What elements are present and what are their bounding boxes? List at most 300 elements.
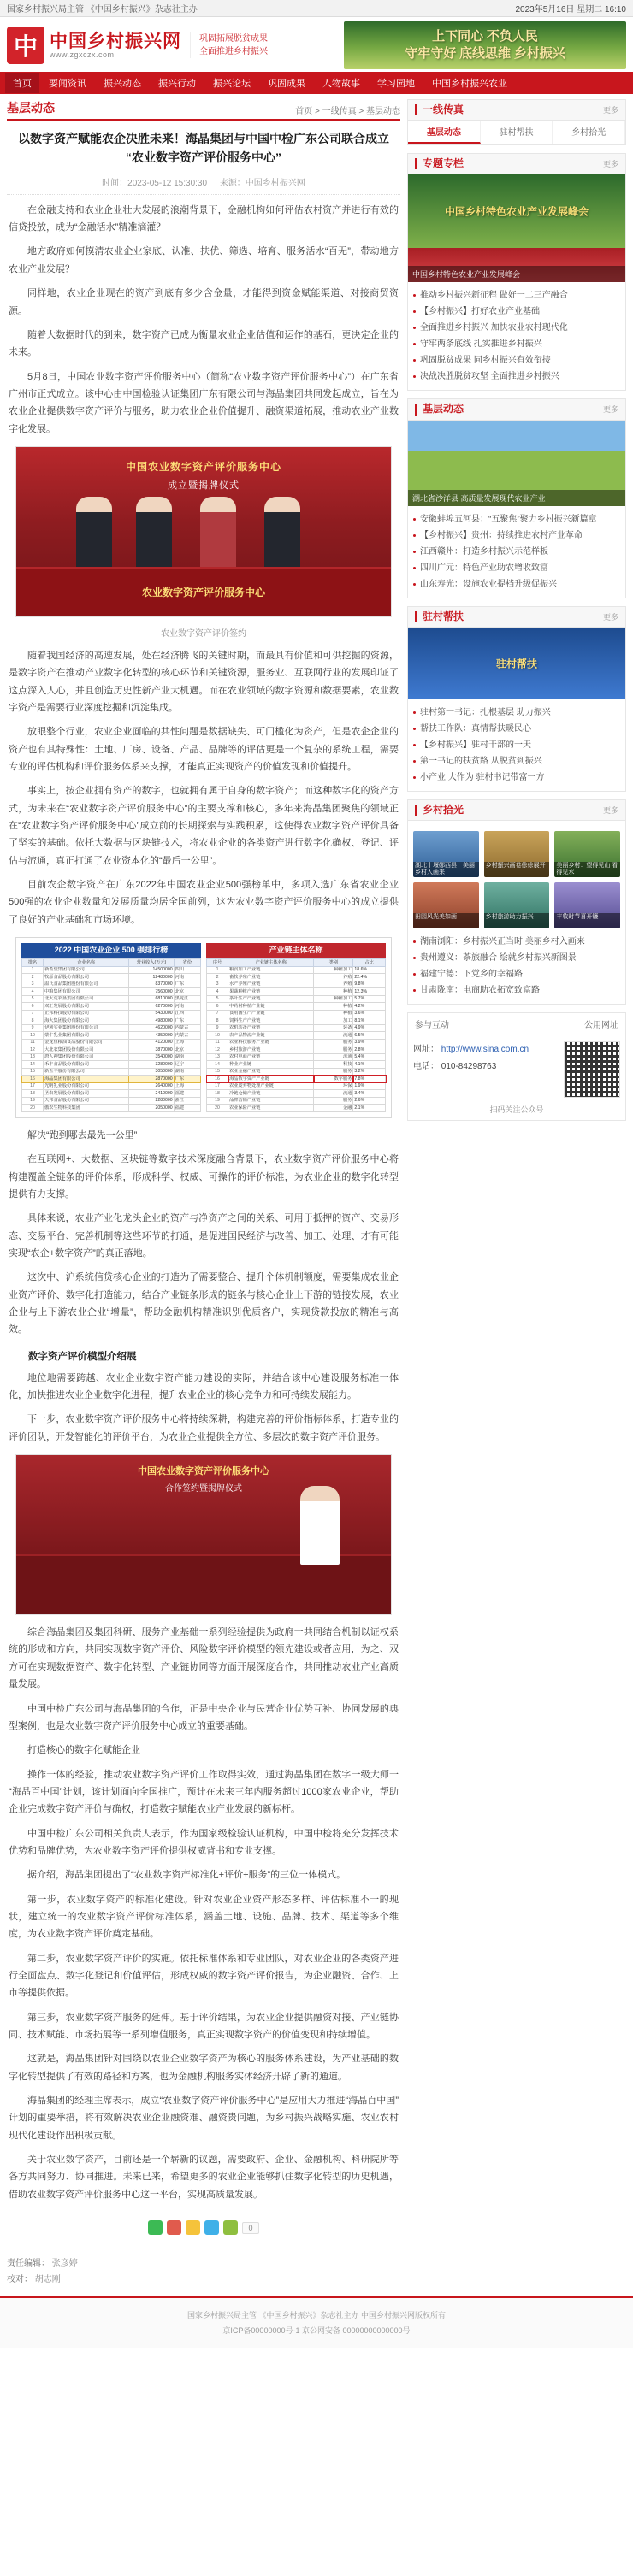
qq-share-icon[interactable]	[204, 2220, 219, 2235]
nav-item-results[interactable]: 巩固成果	[268, 79, 305, 89]
phone-value: 010-84298763	[441, 1061, 497, 1071]
table-cell: 四川	[174, 966, 200, 974]
table-cell: 流通	[314, 1053, 353, 1061]
photo-person	[264, 497, 300, 570]
wechat-share-icon[interactable]	[148, 2220, 163, 2235]
table-cell: 唐人神集团股份有限公司	[44, 1053, 129, 1061]
col-province: 省份	[174, 958, 200, 966]
table-cell: 17	[22, 1082, 44, 1090]
photo1-banner-line-2: 成立暨揭牌仪式	[168, 480, 240, 491]
table-cell: 3.2%	[353, 1068, 386, 1076]
contact-website-row	[413, 1041, 557, 1058]
article-paragraph: 打造核心的数字化赋能企业	[27, 1745, 140, 1756]
article-paragraph: 地位地需要跨越、农业企业数字资产能力建设的实际，并结合该中心建设服务标准一体化，加快推进农业企业数字化进程，提升农业企业的核心竞争力和可持续发展能力。	[9, 1372, 399, 1401]
list-item[interactable]: 巩固脱贫成果 同乡村振兴有效衔接	[413, 352, 620, 368]
table-cell: 服务	[314, 1097, 353, 1105]
table-cell: 4350000	[129, 1032, 174, 1040]
table-cell: 北京	[174, 988, 200, 996]
browser-top-bar	[0, 0, 633, 17]
table-cell: 3050000	[129, 1068, 174, 1076]
list-item[interactable]: 守牢两条底线 扎实推进乡村振兴	[413, 336, 620, 352]
table-cell: 4.1%	[353, 1061, 386, 1069]
ranking-table-title: 2022 中国农业企业 500 强排行榜	[21, 943, 201, 958]
table-cell: 流通	[314, 1032, 353, 1040]
photo-person	[200, 497, 236, 570]
masthead-banner-text	[405, 28, 565, 63]
village-thumb[interactable]	[484, 831, 550, 877]
module-more-link[interactable]: 更多	[602, 612, 618, 622]
table-cell: 新五丰股份有限公司	[44, 1068, 129, 1076]
list-item[interactable]: 安徽蚌埠五河县：“五聚焦”聚力乡村振兴新篇章	[413, 511, 620, 528]
article-time: 时间：2023-05-12 15:30:30	[102, 178, 208, 188]
table-row	[207, 1061, 386, 1069]
assistance-photo[interactable]	[408, 628, 625, 699]
table-cell: 2.6%	[353, 1097, 386, 1105]
village-link-list	[413, 934, 620, 999]
village-thumb-row	[413, 831, 620, 877]
village-thumb-row	[413, 882, 620, 928]
table-row	[22, 1017, 201, 1025]
list-item[interactable]: 全面推进乡村振兴 加快农业农村现代化	[413, 320, 620, 336]
table-cell: 5	[207, 995, 228, 1003]
table-row	[22, 988, 201, 996]
table-cell: 内蒙古	[174, 1032, 200, 1040]
table-cell: 种植加工	[314, 995, 353, 1003]
table-cell: 2	[207, 974, 228, 981]
table-cell: 3	[207, 981, 228, 988]
table-cell: 10	[207, 1032, 228, 1040]
table-cell: 18	[207, 1090, 228, 1098]
table-cell: 果蔬种植产业链	[228, 988, 314, 996]
table-cell: 4.9%	[353, 1024, 386, 1032]
table-cell: 16	[22, 1076, 44, 1083]
table-row	[22, 1061, 201, 1069]
table-row	[207, 1024, 386, 1032]
table-cell: 农业废弃物处理产业链	[228, 1082, 314, 1090]
thumb-caption: 乡村旅游助力振兴	[484, 913, 550, 928]
table-cell: 3.9%	[353, 1039, 386, 1046]
tab-jiceng-dongtai[interactable]: 基层动态	[408, 121, 481, 144]
dynamics-link-list	[413, 511, 620, 592]
article-paragraph: 关于农业数字资产，目前还是一个崭新的议题，需要政府、企业、金融机构、科研院所等各方共同努力、协同推进。未来已来，希望更多的农业企业能够抓住数字化转型的历史机遇，借助农业数字资产评价服务中心这一平台，实现高质量发展。	[9, 2155, 399, 2200]
table-cell: 1.9%	[353, 1082, 386, 1090]
table-row	[22, 1076, 201, 1083]
footer-line-1: 国家乡村振兴局主管 《中国乡村振兴》杂志社主办 中国乡村振兴网版权所有	[186, 2311, 446, 2320]
special-link-list	[413, 287, 620, 385]
table-cell: 7560000	[129, 988, 174, 996]
table-cell: 4	[207, 988, 228, 996]
table-cell: 14500000	[129, 966, 174, 974]
special-banner-image-2[interactable]	[408, 248, 625, 282]
table-cell: 3540000	[129, 1053, 174, 1061]
nav-item-action[interactable]: 振兴行动	[158, 79, 196, 89]
table-cell: 3.4%	[353, 1090, 386, 1098]
sidebar-module-dynamics	[407, 398, 626, 598]
table-cell: 2280000	[129, 1097, 174, 1105]
table-cell: 7	[207, 1010, 228, 1017]
page-footer	[0, 2296, 633, 2348]
table-row	[207, 1010, 386, 1017]
dynamics-photo-caption: 湖北省沙洋县 高质量发展现代农业产业	[408, 490, 625, 506]
table-cell: 牧原食品股份有限公司	[44, 974, 129, 981]
table-cell: 3.6%	[353, 1010, 386, 1017]
list-item[interactable]: 江西赣州：打造乡村振兴示范样板	[413, 544, 620, 560]
nav-item-study[interactable]: 学习园地	[377, 79, 415, 89]
table-row	[22, 1105, 201, 1112]
table-row	[207, 1090, 386, 1098]
photo-person	[136, 497, 172, 570]
table-cell: 5430000	[129, 1010, 174, 1017]
table-cell: 13	[22, 1053, 44, 1061]
table-cell: 服务	[314, 1039, 353, 1046]
table-cell: 饲料生产产业链	[228, 1017, 314, 1025]
masthead-banner[interactable]	[344, 21, 626, 69]
table-header-row	[22, 958, 201, 966]
website-label: 网址：	[413, 1044, 439, 1054]
article-paragraph: 随着大数据时代的到来，数字资产已成为衡量农业企业估值和运作的基石，更决定企业的未来。	[9, 329, 399, 358]
list-item[interactable]: 湖南浏阳：乡村振兴正当时 美丽乡村入画来	[413, 934, 620, 950]
module-title: 乡村拾光	[415, 805, 464, 816]
module-more-link[interactable]: 更多	[602, 405, 618, 415]
table-cell: 养殖	[314, 974, 353, 981]
table-cell: 4.2%	[353, 1003, 386, 1011]
proofreader-row	[7, 2272, 400, 2288]
list-item[interactable]: 决战决胜脱贫攻坚 全面推进乡村振兴	[413, 368, 620, 385]
article-paragraph: 这就是，海晶集团针对围绕以农业企业数字资产为核心的服务体系建设，为产业基础的数字化转型提供了有效的路径和方案，也为金融机构服务实体经济开辟了新的通道。	[9, 2054, 399, 2082]
assistance-link-list	[413, 704, 620, 786]
table-cell: 河南	[174, 1003, 200, 1011]
breadcrumb-path[interactable]: 首页 > 一线传真 > 基层动态	[295, 107, 400, 116]
list-item[interactable]: 第一书记的扶贫路 从脱贫到振兴	[413, 753, 620, 769]
contact-title: 参与互动	[415, 1020, 449, 1030]
table-cell: 冷链仓储产业链	[228, 1090, 314, 1098]
table-cell: 辽宁	[174, 1061, 200, 1069]
logo-text-block	[50, 32, 181, 60]
table-row	[22, 1046, 201, 1054]
table-row	[207, 966, 386, 974]
list-item[interactable]: 福建宁德：下党乡的幸福路	[413, 966, 620, 982]
article-paragraph: 在互联网+、大数据、区块链等数字技术深度融合背景下，农业数字资产评价服务中心将构建覆盖全链条的评价体系，形成科学、权威、可操作的评价标准，为农业企业的数字化转型提供有力支撑。	[9, 1154, 399, 1200]
table-cell: 温氏食品集团股份有限公司	[44, 981, 129, 988]
article-title-line-1: 以数字资产赋能农企决胜未来！海晶集团与中国中检广东公司联合成立	[18, 132, 389, 145]
ranking-table-right	[206, 943, 386, 1112]
photo-person	[76, 497, 112, 570]
village-thumb[interactable]	[413, 882, 479, 928]
table-row	[22, 974, 201, 981]
contact-header	[408, 1013, 625, 1035]
table-row	[207, 981, 386, 988]
list-item[interactable]: 山东寿光：设施农业提档升级促振兴	[413, 576, 620, 592]
tab-zhucun-bangfu[interactable]: 驻村帮扶	[481, 121, 553, 144]
table-cell: 16	[207, 1076, 228, 1083]
table-row	[207, 995, 386, 1003]
editor-name: 张彦婷	[51, 2259, 78, 2269]
site-logo[interactable]	[7, 27, 181, 64]
list-item[interactable]: 帮扶工作队：真情帮扶暖民心	[413, 721, 620, 737]
table-row	[22, 1090, 201, 1098]
module-header	[408, 399, 625, 420]
section-title: 基层动态	[7, 101, 55, 115]
sidebar-module-special	[407, 153, 626, 391]
table-cell: 6270000	[129, 1003, 174, 1011]
table-cell: 河南	[174, 974, 200, 981]
table-cell: 上海	[174, 1039, 200, 1046]
table-cell: 12.3%	[353, 988, 386, 996]
article-paragraph: 随着我国经济的高速发展，处在经济腾飞的关键时期，而最具有价值和可供挖掘的资源，是数字资产在推动产业数字化转型的核心环节和关键资源，服务业、互联网行业的发展印证了这点深入人心，并且创造历史性新产业大机遇。而在农业领域的数字资源和数据要素，农业数字资产是需要行业深度挖掘和沉淀集成。	[9, 650, 399, 713]
table-cell: 5.4%	[353, 1053, 386, 1061]
table-cell: 海大集团股份有限公司	[44, 1017, 129, 1025]
table-cell: 7	[22, 1010, 44, 1017]
special-banner-image[interactable]	[408, 174, 625, 248]
table-row	[22, 1003, 201, 1011]
list-item[interactable]: 贵州遵义：茶旅融合 绘就乡村振兴新图景	[413, 950, 620, 966]
ranking-table-left	[21, 943, 201, 1112]
nav-item-dynamics[interactable]: 振兴动态	[104, 79, 141, 89]
table-cell: 农机装备产业链	[228, 1024, 314, 1032]
table-cell: 20	[207, 1105, 228, 1112]
module-body	[408, 282, 625, 390]
chart-figure-caption: 解决“跑到哪去最先一公里”	[27, 1129, 138, 1141]
module-tabs[interactable]	[408, 121, 625, 144]
table-cell: 13	[207, 1053, 228, 1061]
main-column	[7, 99, 400, 2288]
article-paragraph: 中国中检广东公司与海晶集团的合作，正是中央企业与民营企业优势互补、协同发展的典型案例，也是农业数字资产评价服务中心成立的重要基础。	[9, 1703, 399, 1731]
list-item[interactable]: 四川广元：特色产业助农增收致富	[413, 560, 620, 576]
ranking-table	[21, 958, 201, 1112]
table-cell: 2.8%	[353, 1046, 386, 1054]
list-item[interactable]: 甘肃陇南：电商助农拓宽致富路	[413, 982, 620, 999]
table-cell: 装备	[314, 1024, 353, 1032]
table-cell: 广东	[174, 1076, 200, 1083]
table-cell: 江西	[174, 1010, 200, 1017]
article-paragraph: 在金融支持和农业企业壮大发展的浪潮背景下，金融机构如何评估农村资产并进行有效的信贷投放，成为“金融活水”精准滴灌？	[9, 204, 399, 233]
table-cell: 5.7%	[353, 995, 386, 1003]
table-cell: 11	[22, 1039, 44, 1046]
col-category: 类别	[314, 958, 353, 966]
table-cell: 12	[22, 1046, 44, 1054]
table-row	[207, 988, 386, 996]
banner-line-1: 上下同心 不负人民	[432, 29, 538, 44]
article-paragraph: 第三步，农业数字资产服务的延伸。基于评价结果，为农业企业提供融资对接、产业链协同、技术赋能、市场拓展等一系列增值服务，真正实现数字资产的价值变现和持续增值。	[9, 2012, 399, 2041]
list-item[interactable]: 【乡村振兴】贵州：持续推进农村产业革命	[413, 528, 620, 544]
table-cell: 12480000	[129, 974, 174, 981]
chain-table-body	[207, 966, 386, 1111]
ranking-table-figure	[15, 937, 392, 1118]
table-cell: 1	[207, 966, 228, 974]
module-more-link[interactable]: 更多	[602, 805, 618, 815]
list-item[interactable]: 【乡村振兴】打好农业产业基础	[413, 304, 620, 320]
table-cell: 天邦食品股份有限公司	[44, 1097, 129, 1105]
weibo-share-icon[interactable]	[167, 2220, 181, 2235]
table-row	[22, 1053, 201, 1061]
special-banner-caption: 中国乡村特色农业产业发展峰会	[408, 266, 625, 282]
table-cell: 3	[22, 981, 44, 988]
list-item[interactable]: 驻村第一书记：扎根基层 助力振兴	[413, 704, 620, 721]
table-row	[22, 1039, 201, 1046]
table-row	[22, 1068, 201, 1076]
table-cell: 种植	[314, 1010, 353, 1017]
site-name: 中国乡村振兴网	[50, 30, 181, 51]
module-body	[408, 821, 625, 1004]
sidebar	[407, 99, 626, 2288]
table-cell: 数字服务	[314, 1076, 353, 1083]
article-paragraph: 海晶集团的经理主席表示，成立“农业数字资产评价服务中心”是应用大力推进“海晶百中国”计划的重要举措，将有效解决农业企业融资难、融资贵问题，为乡村振兴战略实施、农业农村现代化建设作出积极贡献。	[9, 2096, 399, 2141]
table-cell: 9	[207, 1024, 228, 1032]
module-header	[408, 607, 625, 628]
table-row	[22, 966, 201, 974]
website-value[interactable]: http://www.sina.com.cn	[441, 1044, 529, 1054]
table-row	[207, 1032, 386, 1040]
table-cell: 2	[22, 974, 44, 981]
table-cell: 12	[207, 1046, 228, 1054]
editor-row	[7, 2255, 400, 2272]
sidebar-module-village	[407, 799, 626, 1005]
module-header	[408, 800, 625, 821]
table-cell: 浙江	[174, 1097, 200, 1105]
table-cell: 广东	[174, 981, 200, 988]
article-paragraph: 操作一体的经验，推动农业数字资产评价工作取得实效，通过海晶集团在数字一级大师一“海晶百中国”计划，该计划面向全国推广，预计在未来三年内服务超过1000家农业企业，帮助企业完成数字资产评价与确权，打造数字赋能农业产业发展的新标杆。	[9, 1769, 399, 1815]
table-cell: 广东	[174, 1017, 200, 1025]
contact-body	[408, 1035, 625, 1104]
table-row	[207, 1105, 386, 1112]
table-row	[207, 974, 386, 981]
table-cell: 17	[207, 1082, 228, 1090]
module-more-link[interactable]: 更多	[602, 106, 618, 115]
table-cell: 22.4%	[353, 974, 386, 981]
photo1-banner-line-1: 中国农业数字资产评价服务中心	[125, 460, 282, 473]
table-cell: 18	[22, 1090, 44, 1098]
slogan-line-1: 巩固拓展脱贫成果	[199, 34, 268, 44]
table-cell: 圣农发展股份有限公司	[44, 1090, 129, 1098]
table-cell: 养殖	[314, 981, 353, 988]
list-item[interactable]: 小产业 大作为 驻村书记带富一方	[413, 769, 620, 786]
assistance-photo-title: 驻村帮扶	[495, 657, 538, 670]
table-cell: 福建	[174, 1090, 200, 1098]
photo2-banner-line-2: 合作签约暨揭牌仪式	[165, 1484, 242, 1494]
table-cell: 6.5%	[353, 1032, 386, 1040]
article-paragraph: 5月8日，中国农业数字资产评价服务中心（简称“农业数字资产评价服务中心”）在广东省广州市正式成立。该中心由中国检验认证集团广东有限公司与海晶集团共同发起成立，旨在为农业企业提供数字资产评价与服务，助力农业企业价值提升、融资渠道拓展，推动农业产业数字化发展。	[9, 371, 399, 434]
table-header-row	[207, 958, 386, 966]
article-photo-ceremony	[15, 446, 392, 617]
main-navigation[interactable]	[0, 72, 633, 94]
sidebar-module-contact	[407, 1012, 626, 1121]
article-paragraph: 中国中检广东公司相关负责人表示，作为国家级检验认证机构，中国中检将充分发挥技术优势和品牌优势，为农业数字资产评价提供权威背书和专业支撑。	[9, 1828, 399, 1856]
contact-phone-row	[413, 1058, 557, 1076]
thumb-caption: 丰收时节喜开镰	[554, 913, 620, 928]
table-cell: 茶叶生产产业链	[228, 995, 314, 1003]
col-company: 企业名称	[44, 958, 129, 966]
nav-item-home[interactable]: 首页	[5, 73, 39, 93]
share-count: 0	[242, 2222, 258, 2234]
table-cell: 4120000	[129, 1039, 174, 1046]
article-paragraph: 综合海晶集团及集团科研、服务产业基础一系列经验提供为政府一共同结合机制以证权系统的形成和方向，共同实现数字资产评价、风险数字评价模型的领先建设或者应用，为之、双方可在实现数据资产、数字化转型、产业链协同等方面开展深度合作，共同推动农业产业高质量发展。	[9, 1627, 399, 1690]
table-row	[207, 1039, 386, 1046]
table-row	[22, 981, 201, 988]
thumb-caption: 田园风光美如画	[413, 913, 479, 928]
dynamics-photo[interactable]	[408, 421, 625, 506]
article-paragraph: 目前农企数字资产在广东2022年中国农业企业500强榜单中，多项入选广东省农业企业500强的农业企业数量和发展质量均居全国前列，这为农业数字资产评价服务中心的成立提供了良好的产业基础和市场环境。	[9, 880, 399, 925]
col-chain: 产业链主体名称	[228, 958, 314, 966]
village-thumb[interactable]	[413, 831, 479, 877]
table-cell: 正邦科技股份有限公司	[44, 1010, 129, 1017]
nav-item-news[interactable]: 要闻资讯	[49, 79, 86, 89]
module-body	[408, 699, 625, 791]
table-cell: 8.1%	[353, 1017, 386, 1025]
table-cell: 18.6%	[353, 966, 386, 974]
table-row	[207, 1068, 386, 1076]
tab-xiangcun-shiguang[interactable]: 乡村拾光	[553, 121, 625, 144]
table-row	[22, 1097, 201, 1105]
table-row	[207, 1053, 386, 1061]
table-cell: 2410000	[129, 1090, 174, 1098]
module-header	[408, 100, 625, 121]
nav-item-forum[interactable]: 振兴论坛	[213, 79, 251, 89]
table-cell: 14	[207, 1061, 228, 1069]
table-cell: 大北农集团股份有限公司	[44, 1046, 129, 1054]
photo-speaker	[300, 1486, 340, 1565]
table-cell: 2640000	[129, 1082, 174, 1090]
article-photo-signing	[15, 1454, 392, 1615]
list-item[interactable]: 推动乡村振兴新征程 做好一二三产融合	[413, 287, 620, 304]
list-item[interactable]: 【乡村振兴】驻村干部的一天	[413, 737, 620, 753]
proofreader-name: 胡志刚	[34, 2275, 61, 2285]
phone-label: 电话：	[413, 1061, 439, 1071]
table-cell: 食用菌生产产业链	[228, 1010, 314, 1017]
nav-item-agriculture[interactable]: 中国乡村振兴农业	[432, 79, 507, 89]
col-share: 占比	[353, 958, 386, 966]
table-cell: 1	[22, 966, 44, 974]
proofreader-label: 校对：	[7, 2275, 33, 2285]
qzone-share-icon[interactable]	[186, 2220, 200, 2235]
table-cell: 伊利实业集团股份有限公司	[44, 1024, 129, 1032]
table-row	[207, 1003, 386, 1011]
contact-right-label: 公用网址	[584, 1020, 618, 1030]
share-bar[interactable]	[7, 2210, 400, 2240]
more-share-icon[interactable]	[223, 2220, 238, 2235]
village-thumb[interactable]	[554, 882, 620, 928]
table-cell: 3870000	[129, 1046, 174, 1054]
table-cell: 19	[22, 1097, 44, 1105]
thumb-caption: 乡村振兴画卷徐徐展开	[484, 862, 550, 877]
photo2-banner-line-1: 中国农业数字资产评价服务中心	[138, 1466, 269, 1477]
table-cell: 中药材种植产业链	[228, 1003, 314, 1011]
village-thumb[interactable]	[484, 882, 550, 928]
article-paragraph: 地方政府如何摸清农业企业家底、认准、扶优、筛选、培育、服务活水“百无”，带动地方农业产业发展？	[9, 246, 399, 274]
table-cell: 8370000	[129, 981, 174, 988]
table-cell: 19	[207, 1097, 228, 1105]
table-cell: 农业保险产业链	[228, 1105, 314, 1112]
nav-item-stories[interactable]: 人物故事	[322, 79, 360, 89]
table-cell: 科技	[314, 1061, 353, 1069]
table-cell: 加工	[314, 1017, 353, 1025]
table-row	[207, 1017, 386, 1025]
page-body	[0, 94, 633, 2296]
photo1-caption: 农业数字资产评价签约	[161, 628, 246, 639]
table-cell: 北京	[174, 1046, 200, 1054]
table-cell: 湖南	[174, 1068, 200, 1076]
module-more-link[interactable]: 更多	[602, 160, 618, 169]
table-cell: 农产品物流产业链	[228, 1032, 314, 1040]
table-cell: 海晶数字资产产业链	[228, 1076, 314, 1083]
sidebar-module-frontline	[407, 99, 626, 145]
table-cell: 海晶集团有限公司	[44, 1076, 129, 1083]
article-paragraph: 据介绍，海晶集团提出了“农业数字资产标准化+评价+服务”的三位一体模式。	[27, 1870, 346, 1881]
article-paragraph: 下一步，农业数字资产评价服务中心将持续深耕，构建完善的评价指标体系，打造专业的评价团队，开发智能化的评价平台，为农业企业提供全方位、多层次的数字资产评价服务。	[9, 1414, 399, 1442]
village-thumb[interactable]	[554, 831, 620, 877]
table-row	[22, 1082, 201, 1090]
photo1-table-caption: 农业数字资产评价服务中心	[141, 586, 266, 598]
site-masthead	[0, 17, 633, 72]
